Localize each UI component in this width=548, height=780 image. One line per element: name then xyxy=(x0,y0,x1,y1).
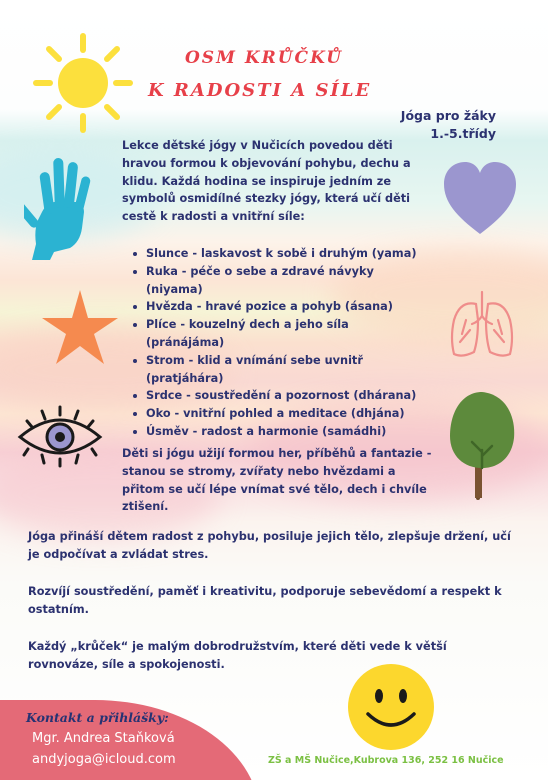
star-icon xyxy=(40,288,120,368)
list-item: Slunce - laskavost k sobě i druhým (yama) xyxy=(130,245,430,263)
smiley-icon xyxy=(346,662,436,752)
title-line-2: K RADOSTI A SÍLE xyxy=(148,80,372,101)
intro-text: Lekce dětské jógy v Nučicích povedou děti hravou formou k objevování pohybu, dechu a klidu. Každá hodina se inspiruje jedním ze symbolů osmidílné stezky jógy, která učí děti cestě k radosti a vnitřní síle: xyxy=(122,139,411,224)
contact-email[interactable]: andyjoga@icloud.com xyxy=(32,752,176,767)
list-item: Plíce - kouzelný dech a jeho síla (pránájáma) xyxy=(130,316,430,352)
list-item: Hvězda - hravé pozice a pohyb (ásana) xyxy=(130,298,430,316)
list-item: Oko - vnitřní pohled a meditace (dhjána) xyxy=(130,405,430,423)
heart-icon xyxy=(440,160,520,236)
pillars-list xyxy=(130,245,430,441)
title-line-1: OSM KRŮČKŮ xyxy=(185,48,344,68)
eye-icon xyxy=(14,403,106,469)
sun-icon xyxy=(28,28,138,138)
list-item: Úsměv - radost a harmonie (samádhi) xyxy=(130,423,430,441)
subtitle-line-1: Jóga pro žáky xyxy=(400,108,496,123)
play-text: Děti si jógu užijí formou her, příběhů a fantazie - stanou se stromy, zvířaty nebo hvězdami a přitom se učí lépe vnímat své tělo, dech i chvíle ztišení. xyxy=(122,447,432,514)
paragraph-development: Rozvíjí soustředění, paměť i kreativitu, podporuje sebevědomí a respekt k ostatním. xyxy=(28,585,502,616)
contact-heading: Kontakt a přihlášky: xyxy=(26,710,169,725)
list-item: Srdce - soustředění a pozornost (dhárana) xyxy=(130,387,430,405)
paragraph-benefits: Jóga přináší dětem radost z pohybu, posiluje jejich tělo, zlepšuje držení, učí je odpočívat a zvládat stres. xyxy=(28,530,511,561)
footer-address: ZŠ a MŠ Nučice,Kubrova 136, 252 16 Nučice xyxy=(268,755,504,766)
tree-icon xyxy=(446,390,518,502)
list-item: Strom - klid a vnímání sebe uvnitř (pratjáhára) xyxy=(130,352,430,388)
paragraph-adventure: Každý „krůček“ je malým dobrodružstvím, které děti vede k větší rovnováze, síle a spokojenosti. xyxy=(28,640,447,671)
lungs-icon xyxy=(448,290,516,360)
contact-name: Mgr. Andrea Staňková xyxy=(32,731,175,746)
subtitle-line-2: 1.-5.třídy xyxy=(430,126,496,141)
list-item: Ruka - péče o sebe a zdravé návyky (niyama) xyxy=(130,263,430,299)
hand-icon xyxy=(24,152,99,262)
